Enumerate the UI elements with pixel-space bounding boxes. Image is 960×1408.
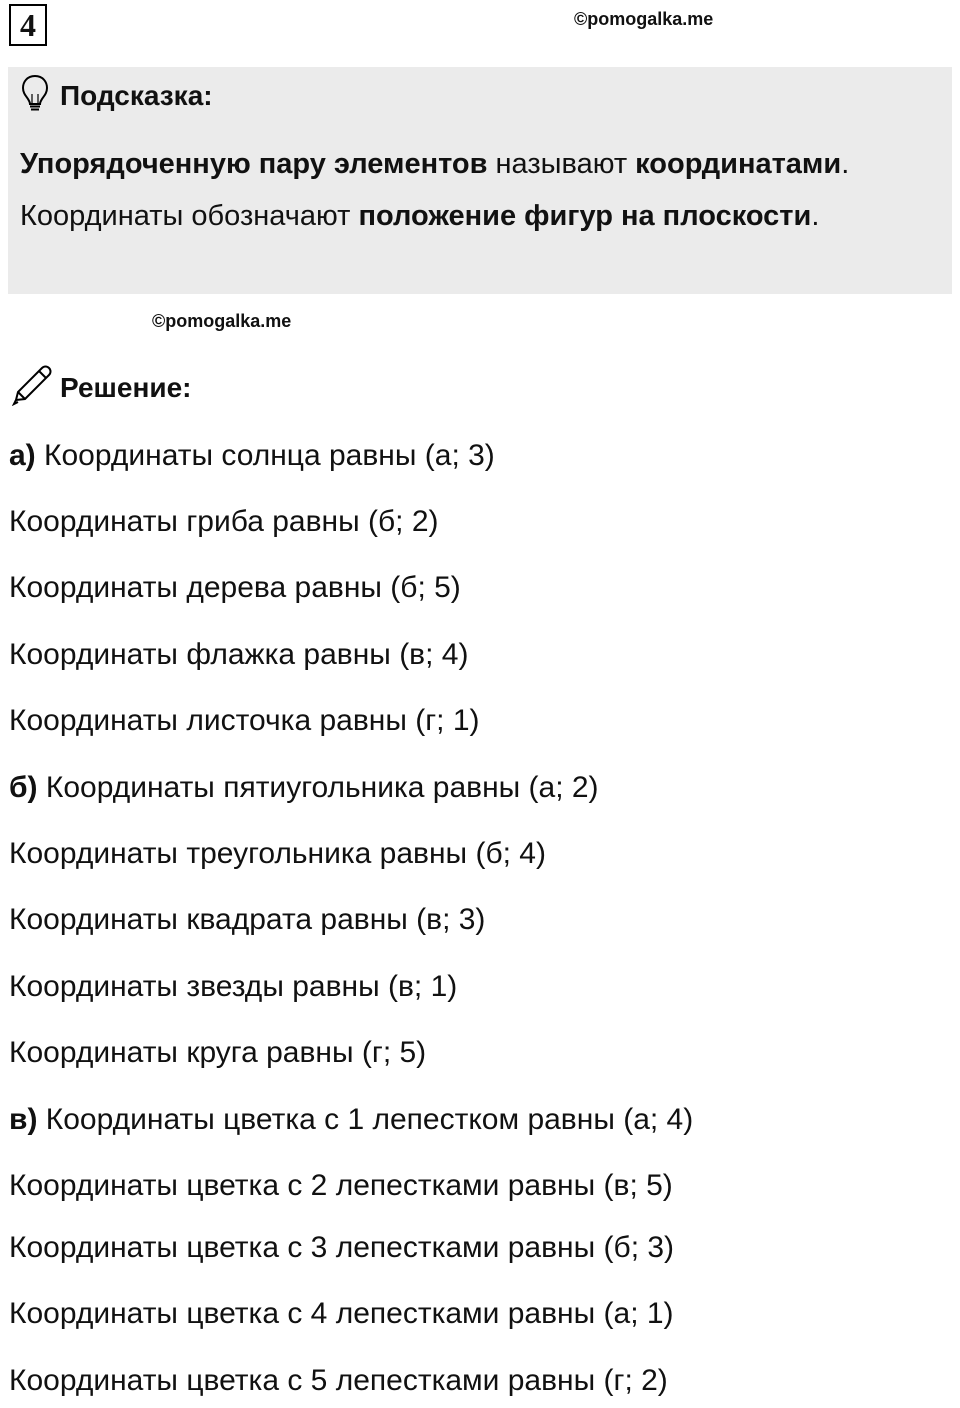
line-text: Координаты солнца равны (а; 3) — [35, 439, 495, 472]
task-number: 4 — [9, 4, 47, 46]
line-text: Координаты круга равны (г; 5) — [9, 1036, 427, 1069]
watermark-top: ©pomogalka.me — [574, 9, 714, 29]
solution-line — [9, 568, 461, 608]
solution-line — [9, 502, 439, 542]
solution-line — [9, 1033, 426, 1073]
part-label: в) — [9, 1103, 38, 1136]
solution-line — [9, 701, 480, 741]
solution-line — [9, 635, 468, 675]
line-text: Координаты цветка с 4 лепестками равны (а; 1) — [9, 1297, 674, 1330]
line-text: Координаты цветка с 3 лепестками равны (б; 3) — [9, 1231, 675, 1264]
line-text: Координаты квадрата равны (в; 3) — [9, 903, 486, 936]
line-text: Координаты цветка с 1 лепестком равны (а; 4) — [37, 1103, 694, 1136]
line-text: Координаты пятиугольника равны (а; 2) — [37, 771, 599, 804]
watermark-middle: ©pomogalka.me — [152, 311, 292, 331]
solution-line — [9, 1100, 693, 1140]
part-label: б) — [9, 771, 38, 804]
hint-bold-2: координатами — [635, 148, 842, 180]
line-text: Координаты цветка с 5 лепестками равны (г; 2) — [9, 1364, 668, 1397]
part-label: а) — [9, 439, 36, 472]
hint-bold-1: Упорядоченную пару элементов — [20, 148, 488, 180]
hint-text — [20, 138, 920, 242]
solution-line — [9, 900, 485, 940]
solution-line — [9, 834, 546, 874]
pencil-icon — [10, 364, 54, 413]
lightbulb-icon — [20, 74, 50, 119]
solution-line — [9, 1228, 674, 1268]
hint-plain-1: называют — [487, 148, 636, 180]
hint-plain-3: . — [811, 200, 820, 232]
hint-title: Подсказка: — [60, 80, 213, 111]
solution-line — [9, 768, 599, 808]
solution-line — [9, 1361, 668, 1401]
solution-line — [9, 436, 495, 476]
solution-line — [9, 967, 457, 1007]
solution-title: Решение: — [60, 372, 192, 403]
hint-bold-3: положение фигур на плоскости — [358, 200, 812, 232]
solution-line — [9, 1166, 673, 1206]
hint-header — [20, 76, 213, 116]
line-text: Координаты дерева равны (б; 5) — [9, 571, 461, 604]
solution-line — [9, 1294, 674, 1334]
line-text: Координаты треугольника равны (б; 4) — [9, 837, 546, 870]
line-text: Координаты гриба равны (б; 2) — [9, 505, 439, 538]
solution-header — [10, 366, 191, 410]
line-text: Координаты цветка с 2 лепестками равны (в; 5) — [9, 1169, 673, 1202]
line-text: Координаты листочка равны (г; 1) — [9, 704, 480, 737]
line-text: Координаты флажка равны (в; 4) — [9, 638, 469, 671]
hint-plain-2: . Координаты обозначают — [20, 148, 850, 232]
line-text: Координаты звезды равны (в; 1) — [9, 970, 458, 1003]
